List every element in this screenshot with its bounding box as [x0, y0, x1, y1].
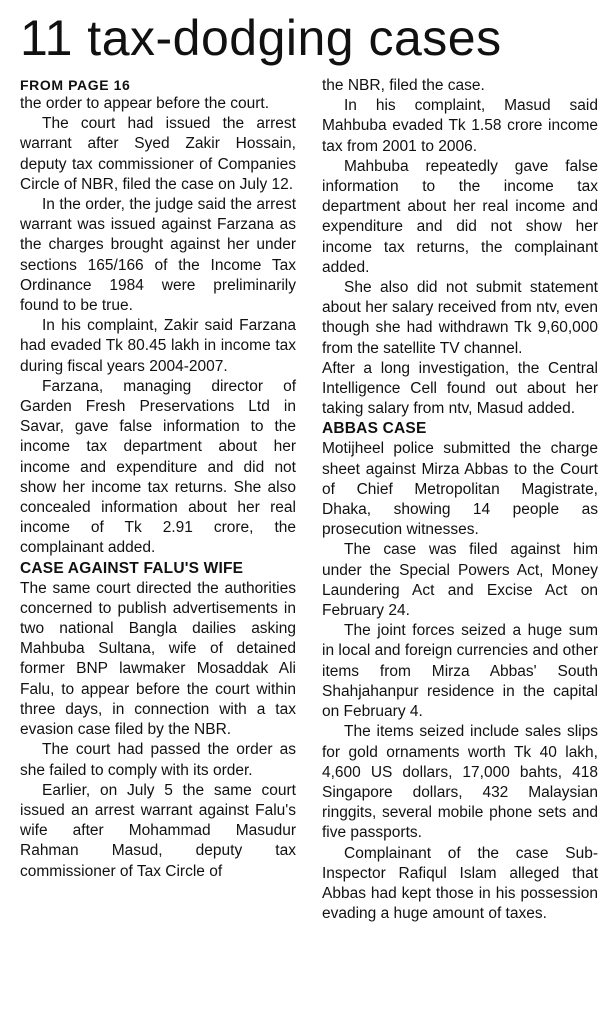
paragraph: She also did not submit statement about her salary received from ntv, even though she had withdrawn Tk 9,60,000 from the satellite TV channel.: [322, 279, 598, 357]
subhead-falu-wife: CASE AGAINST FALU'S WIFE: [20, 559, 244, 577]
right-paragraphs: [322, 76, 598, 419]
headline: 11 tax-dodging cases: [20, 10, 502, 66]
paragraph: Motijheel police submitted the charge sheet against Mirza Abbas to the Court of Chief Metropolitan Magistrate, Dhaka, showing 14 people as prosecution witnesses.: [322, 440, 598, 539]
paragraph: The joint forces seized a huge sum in local and foreign currencies and other items from Mirza Abbas' South Shahjahanpur residence in the capital on February 4.: [322, 622, 598, 721]
paragraph: the NBR, filed the case.: [322, 77, 485, 94]
paragraph: the order to appear before the court.: [20, 95, 270, 112]
paragraph: After a long investigation, the Central Intelligence Cell found out about her taking salary from ntv, Masud added.: [322, 359, 598, 418]
left-paragraphs: [20, 94, 296, 559]
paragraph: In his complaint, Masud said Mahbuba evaded Tk 1.58 crore income tax from 2001 to 2006.: [322, 97, 598, 155]
continued-from-label: FROM PAGE 16: [20, 77, 131, 93]
subhead-abbas-case: ABBAS CASE: [322, 420, 427, 438]
abbas-paragraphs: [322, 439, 598, 924]
paragraph: Complainant of the case Sub-Inspector Rafiqul Islam alleged that Abbas had kept those in his possession evading a huge amount of taxes.: [322, 844, 598, 923]
paragraph: The court had issued the arrest warrant after Syed Zakir Hossain, deputy tax commissioner of Companies Circle of NBR, filed the case on July 12.: [20, 115, 296, 193]
paragraph: The same court directed the authorities concerned to publish advertisements in two national Bangla dailies asking Mahbuba Sultana, wife of detained former BNP lawmaker Mosaddak Ali Falu, to appear before the court within three days, in connection with a tax evasion case filed by the NBR.: [20, 579, 296, 739]
right-column: [322, 76, 598, 924]
paragraph: The case was filed against him under the Special Powers Act, Money Laundering Act and Excise Act on February 24.: [322, 541, 598, 620]
paragraph: In the order, the judge said the arrest warrant was issued against Farzana as the charges brought against her under sections 165/166 of the Income Tax Ordinance 1984 were preliminarily found to be true.: [20, 196, 296, 315]
paragraph: Earlier, on July 5 the same court issued an arrest warrant against Falu's wife after Mohammad Masudur Rahman Masud, deputy tax commissioner of Tax Circle of: [20, 781, 296, 880]
left-column: [20, 76, 296, 882]
paragraph: In his complaint, Zakir said Farzana had evaded Tk 80.45 lakh in income tax during fiscal years 2004-2007.: [20, 317, 296, 375]
falu-paragraphs: [20, 579, 296, 882]
paragraph: The court had passed the order as she failed to comply with its order.: [20, 741, 296, 779]
paragraph: The items seized include sales slips for gold ornaments worth Tk 40 lakh, 4,600 US dollars, 17,000 bahts, 418 Singapore dollars, 432 Malaysian ringgits, several mobile phone sets and five passports.: [322, 723, 598, 842]
paragraph: Mahbuba repeatedly gave false information to the income tax department about her real income and expenditure and did not show her income tax returns, the complainant added.: [322, 157, 598, 276]
paragraph: Farzana, managing director of Garden Fresh Preservations Ltd in Savar, gave false information to the income tax department about her income and expenditure and did not show her income tax returns. She also concealed information about her real income of Tk 2.91 crore, the complainant added.: [20, 377, 296, 557]
